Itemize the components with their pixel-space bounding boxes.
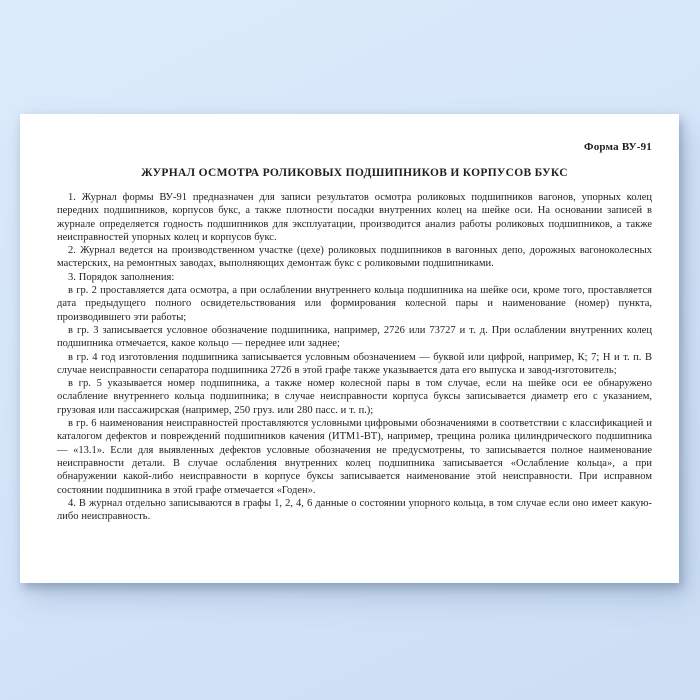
- form-number-label: Форма ВУ-91: [584, 141, 652, 153]
- paragraph: 2. Журнал ведется на производственном участке (цехе) роликовых подшипников в вагонных депо, дорожных вагоноколесных мастерских, на ремонтных заводах, выполняющих демонтаж букс с роликовыми подшипниками.: [57, 245, 652, 270]
- document-body: [57, 191, 652, 523]
- document-title: ЖУРНАЛ ОСМОТРА РОЛИКОВЫХ ПОДШИПНИКОВ И КОРПУСОВ БУКС: [141, 167, 568, 179]
- paragraph: 1. Журнал формы ВУ-91 предназначен для записи результатов осмотра роликовых подшипников вагонов, упорных колец передних подшипников, корпусов букс, а также плотности посадки внутренних колец на шейке оси. На основании записей в журнале определяется годность подшипников для эксплуатации, производится анализ работы роликовых подшипников, а также неисправностей упорных колец и корпусов букс.: [57, 192, 652, 243]
- paragraph: в гр. 4 год изготовления подшипника записывается условным обозначением — буквой или цифрой, например, К; 7; Н и т. п. В случае неисправности сепаратора подшипника 2726 в этой графе также указывается дата его выпуска и завод-изготовитель;: [57, 351, 652, 376]
- paragraph: в гр. 6 наименования неисправностей проставляются условными цифровыми обозначениями в соответствии с классификацией и каталогом дефектов и повреждений подшипников качения (ИТМ1-ВТ), например, трещина ролика цилиндрического подшипника — «13.1». Если для выявленных дефектов условные обозначения не предусмотрены, то записывается полное наименование неисправности детали. В случае ослабления внутренних колец подшипника записывается «Ослабление кольца», а при обнаружении какой-либо неисправности в корпусе буксы записывается наименование этой неисправности. При исправном состоянии подшипника в этой графе отмечается «Годен».: [57, 418, 652, 496]
- paragraph: в гр. 5 указывается номер подшипника, а также номер колесной пары в том случае, если на шейке оси ее обнаружено ослабление внутреннего кольца подшипника; в случае неисправности корпуса буксы записывается диаметр его с указанием, грузовая или пассажирская (например, 250 груз. или 280 пасс. и т. п.);: [57, 378, 652, 416]
- paragraph: в гр. 2 проставляется дата осмотра, а при ослаблении внутреннего кольца подшипника на шейке оси, кроме того, проставляется дата предыдущего полного освидетельствования или формирования колесной пары и наименование (номер) пункта, производившего эти работы;: [57, 285, 652, 323]
- paragraph: 3. Порядок заполнения:: [68, 271, 175, 283]
- document-page: [20, 114, 679, 583]
- paragraph: в гр. 3 записывается условное обозначение подшипника, например, 2726 или 73727 и т. д. При ослаблении внутренних колец подшипника отмечается, какое кольцо — переднее или заднее;: [57, 324, 652, 350]
- paragraph: 4. В журнал отдельно записываются в графы 1, 2, 4, 6 данные о состоянии упорного кольца, в том случае если оно имеет какую-либо неисправность.: [57, 497, 652, 523]
